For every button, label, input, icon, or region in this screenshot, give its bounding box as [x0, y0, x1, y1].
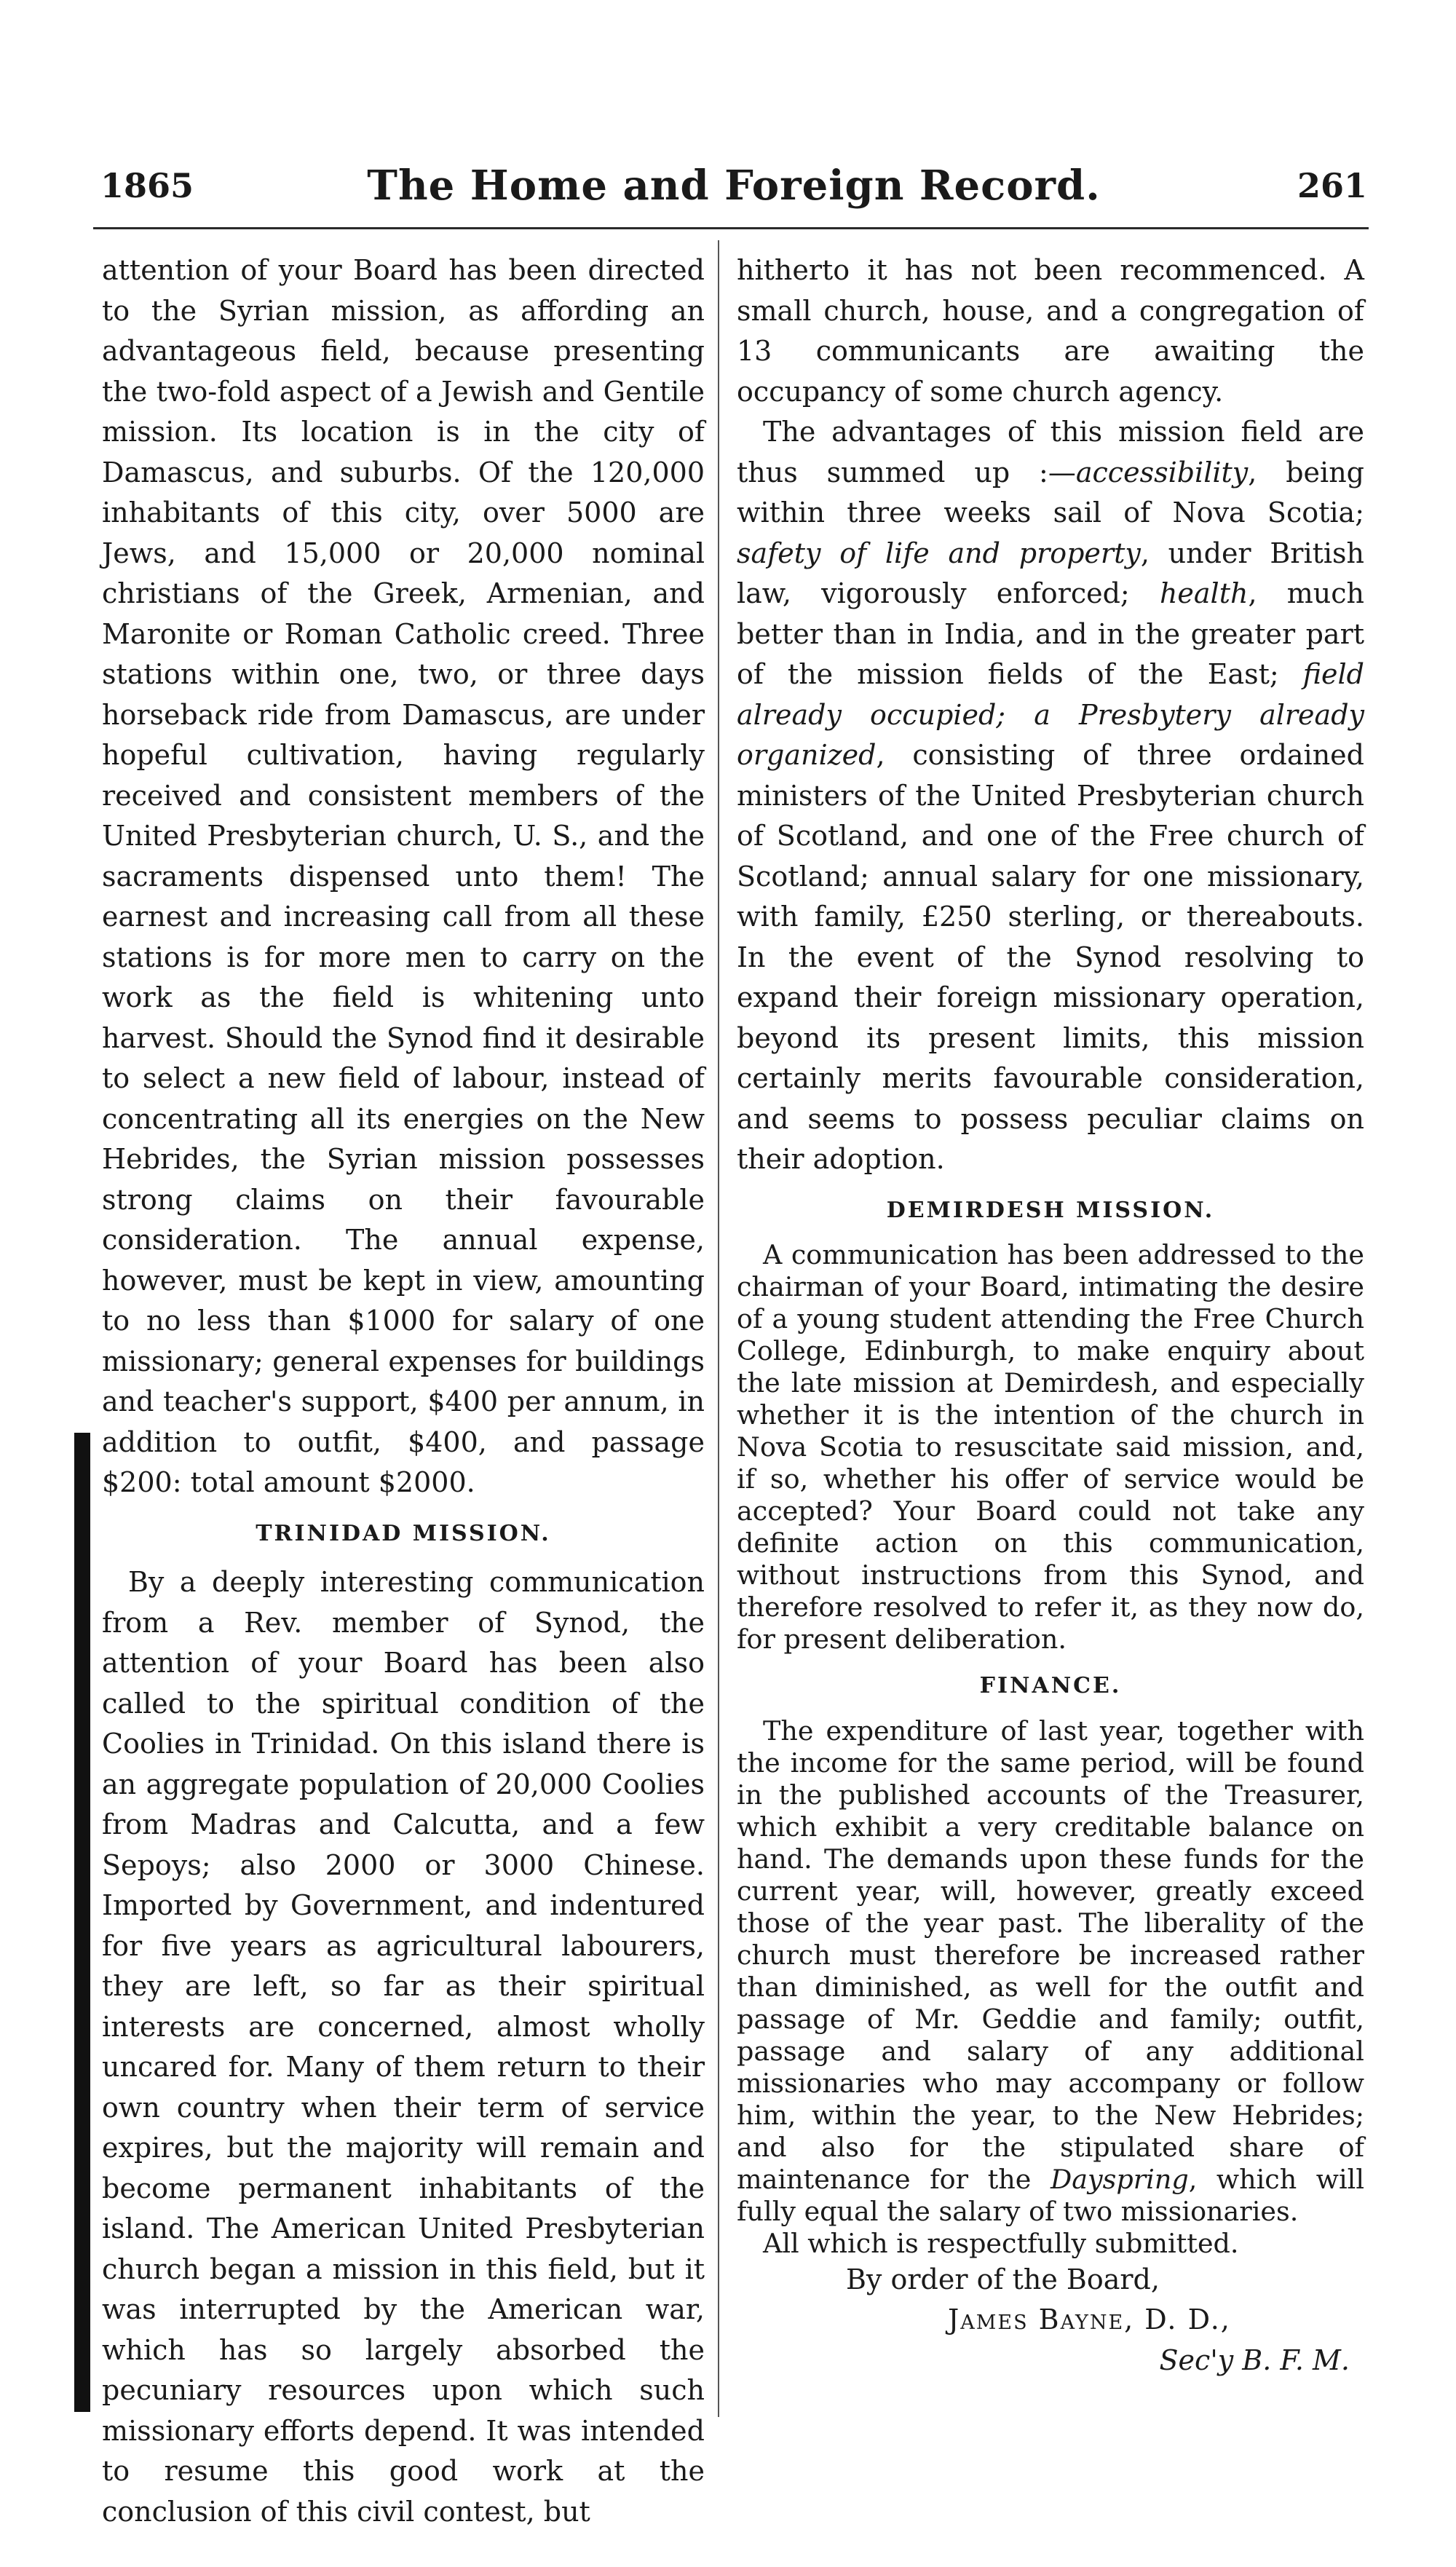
advantage-accessibility: accessibility: [1075, 456, 1249, 489]
finance-paragraph: [737, 1715, 1364, 2228]
margin-marker-bar: [74, 1433, 90, 2412]
advantages-paragraph: [737, 412, 1364, 1180]
advantage-field-occupied: field already occupied; a Presbytery already organized: [737, 658, 1364, 771]
page-number: 261: [1297, 166, 1367, 205]
advantages-text-3: , much better than in India, and in the greater part of the mission fields of the East;: [737, 577, 1364, 690]
advantages-lead: The advantages of this mission field are thus summed up :—: [737, 416, 1364, 489]
dayspring-ship-name: Dayspring: [1050, 2163, 1189, 2195]
closing-line: All which is respectfully submitted.: [763, 2227, 1239, 2259]
demirdesh-mission-heading: DEMIRDESH MISSION.: [886, 1197, 1215, 1223]
right-column: [737, 250, 1364, 2381]
advantages-text-2: , under British law, vigorously enforced;: [737, 537, 1364, 609]
demirdesh-mission-paragraph: A communication has been addressed to the chairman of your Board, intimating the desire of a young student attending the Free Church College, Edinburgh, to make enquiry about the late mission at Demirdesh, and especially whether it is the intention of the church in Nova Scotia to resuscitate said mission, and, if so, whether his offer of service would be accepted? Your Board could not take any definite action on this communication, without instructions from this Synod, and therefore resolved to refer it, as they now do, for present deliberation.: [737, 1239, 1364, 1655]
signatory-name: James Bayne, D. D.,: [948, 2303, 1231, 2335]
trinidad-mission-paragraph: By a deeply interesting communication from a Rev. member of Synod, the attention of your Board has been also called to the spiritual condition of the Coolies in Trinidad. On this island there is an aggregate population of 20,000 Coolies from Madras and Calcutta, and a few Sepoys; also 2000 or 3000 Chinese. Imported by Government, and indentured for five years as agricultural labourers, they are left, so far as their spiritual interests are concerned, almost wholly uncared for. Many of them return to their own country when their term of service expires, but the majority will remain and become permanent inhabitants of the island. The American United Presbyterian church began a mission in this field, but it was interrupted by the American war, which has so largely absorbed the pecuniary resources upon which such missionary efforts depend. It was intended to resume this good work at the conclusion of this civil contest, but: [102, 1566, 705, 2528]
finance-heading: FINANCE.: [979, 1673, 1122, 1698]
advantages-text-4: , consisting of three ordained ministers of the United Presbyterian church of Scotland, and one of the Free church of Scotland; annual salary for one missionary, with family, £250 sterling, or thereabouts. In the event of the Synod resolving to expand their foreign missionary operation, beyond its present limits, this mission certainly merits favourable consideration, and seems to possess peculiar claims on their adoption.: [737, 739, 1364, 1175]
advantage-safety: safety of life and property: [737, 537, 1141, 569]
finance-tail: , which will fully equal the salary of two missionaries.: [737, 2163, 1365, 2227]
signatory-title: Sec'y B. F. M.: [1159, 2343, 1350, 2376]
header-rule: [93, 227, 1369, 229]
left-column: [102, 250, 705, 2532]
by-order-line: By order of the Board,: [846, 2263, 1160, 2295]
header-year: 1865: [100, 166, 194, 205]
advantages-text-1: , being within three weeks sail of Nova Scotia;: [737, 456, 1364, 529]
syrian-mission-paragraph: attention of your Board has been directed to the Syrian mission, as affording an advantageous field, because presenting the two-fold aspect of a Jewish and Gentile mission. Its location is in the city of Damascus, and suburbs. Of the 120,000 inhabitants of this city, over 5000 are Jews, and 15,000 or 20,000 nominal christians of the Greek, Armenian, and Maronite or Roman Catholic creed. Three stations within one, two, or three days horseback ride from Damascus, are under hopeful cultivation, having regularly received and consistent members of the United Presbyterian church, U. S., and the sacraments dispensed unto them! The earnest and increasing call from all these stations is for more men to carry on the work as the field is whitening unto harvest. Should the Synod find it desirable to select a new field of labour, instead of concentrating all its energies on the New Hebrides, the Syrian mission possesses strong claims on their favourable consideration. The annual expense, however, must be kept in view, amounting to no less than $1000 for salary of one missionary; general expenses for buildings and teacher's support, $400 per annum, in addition to outfit, $400, and passage $200: total amount $2000.: [102, 254, 705, 1498]
advantage-health: health: [1159, 577, 1249, 609]
syrian-continuation-paragraph: hitherto it has not been recommenced. A small church, house, and a congregation of 13 communicants are awaiting the occupancy of some church agency.: [737, 254, 1364, 408]
journal-title: The Home and Foreign Record.: [367, 162, 1101, 210]
running-header: [100, 162, 1367, 224]
trinidad-mission-heading: TRINIDAD MISSION.: [256, 1520, 551, 1546]
column-divider: [718, 240, 719, 2417]
finance-text: The expenditure of last year, together with the income for the same period, will be found in the published accounts of the Treasurer, which exhibit a very creditable balance on hand. The demands upon these funds for the current year, will, however, greatly exceed those of the year past. The liberality of the church must therefore be increased rather than diminished, as well for the outfit and passage of Mr. Geddie and family; outfit, passage and salary of any additional missionaries who may accompany or follow him, within the year, to the New Hebrides; and also for the stipulated share of maintenance for the: [737, 1714, 1364, 2195]
